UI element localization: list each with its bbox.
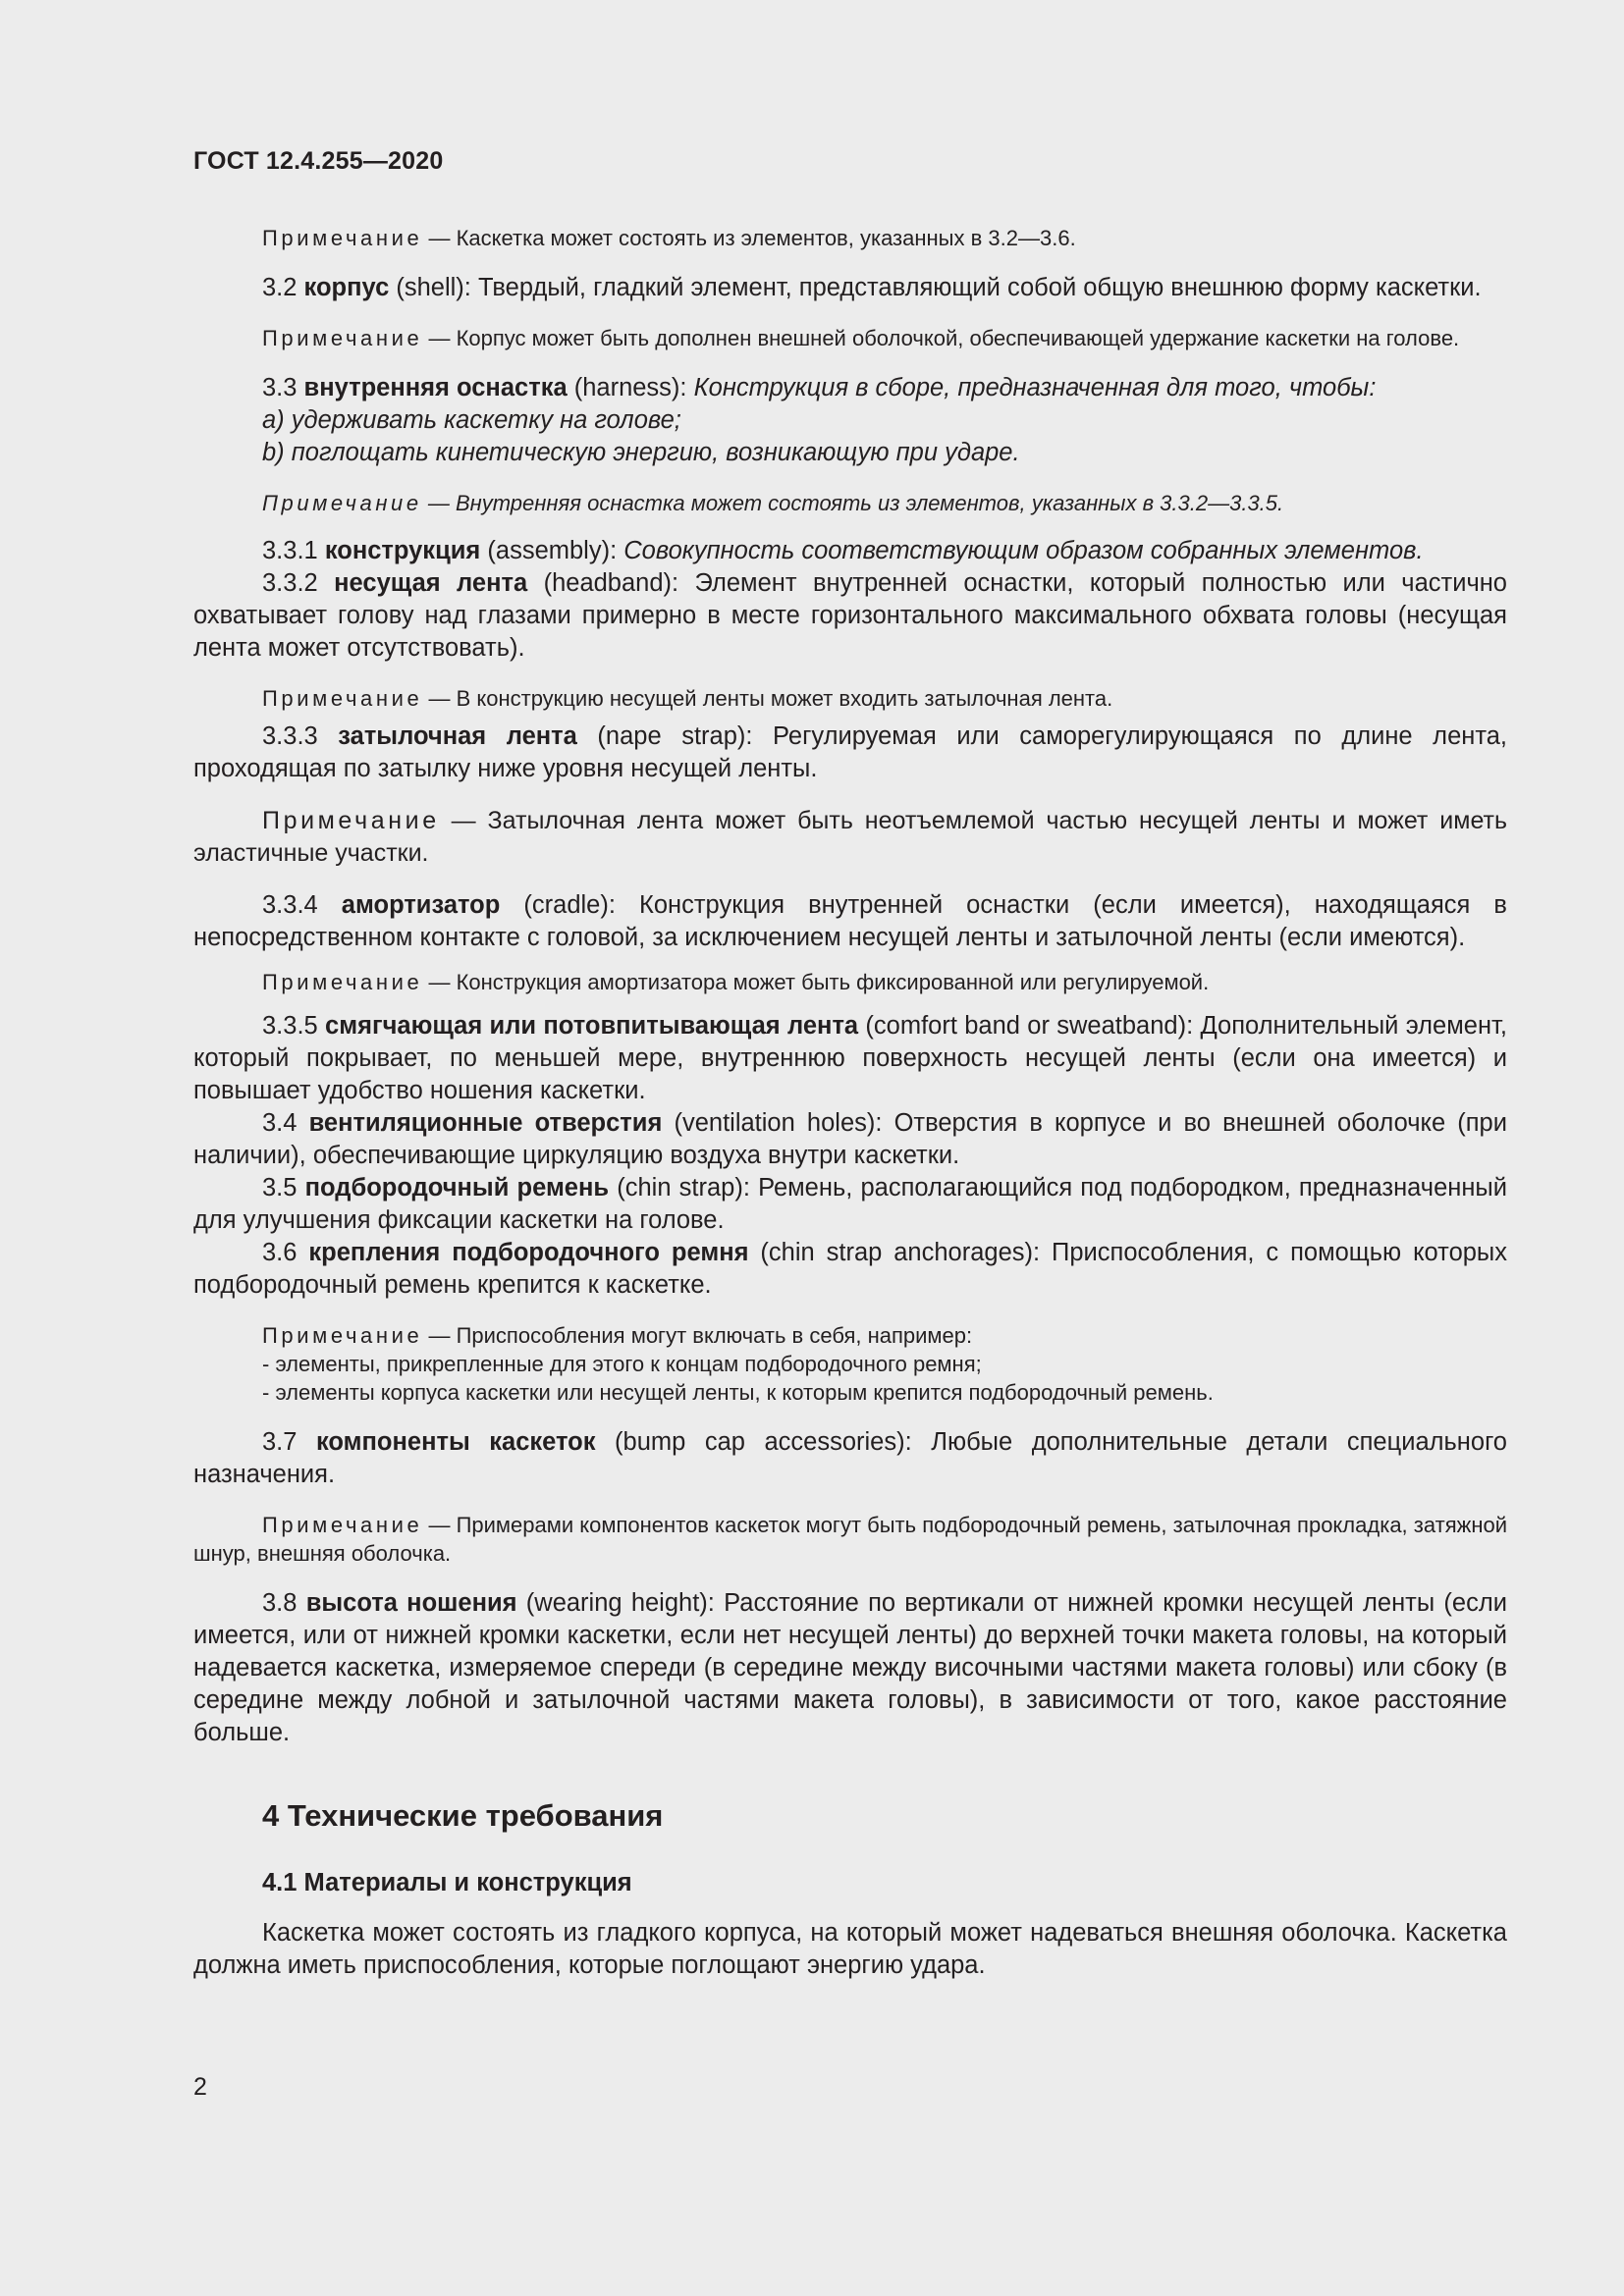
term-3-5: 3.5 подбородочный ремень (chin strap): Ремень, располагающийся под подбородком, предназначенный для улучшения фиксации каскетки на голове. xyxy=(193,1174,1507,1234)
note: Примечание — Корпус может быть дополнен внешней оболочкой, обеспечивающей удержание каскетки на голове. xyxy=(262,326,1460,350)
paragraph-4-1: Каскетка может состоять из гладкого корпуса, на который может надеваться внешняя оболочка. Каскетка должна иметь приспособления, которые поглощают энергию удара. xyxy=(193,1919,1507,1979)
term-3-7: 3.7 компоненты каскеток (bump cap accessories): Любые дополнительные детали специального назначения. xyxy=(193,1428,1507,1488)
term-3-3-3: 3.3.3 затылочная лента (nape strap): Регулируемая или саморегулирующаяся по длине лента, проходящая по затылку ниже уровня несущей ленты. xyxy=(193,722,1507,782)
document-body xyxy=(193,224,1507,1982)
note: Примечание — Примерами компонентов каскеток могут быть подбородочный ремень, затылочная прокладка, затяжной шнур, внешняя оболочка. xyxy=(193,1513,1508,1566)
note: Примечание — В конструкцию несущей ленты может входить затылочная лента. xyxy=(262,686,1113,711)
section-heading-4: 4 Технические требования xyxy=(262,1798,664,1833)
note-bullet: - элементы корпуса каскетки или несущей ленты, к которым крепится подбородочный ремень. xyxy=(262,1380,1214,1405)
subsection-heading-4-1: 4.1 Материалы и конструкция xyxy=(262,1869,632,1896)
term-3-3-5: 3.3.5 смягчающая или потовпитывающая лента (comfort band or sweatband): Дополнительный элемент, который покрывает, по меньшей мере, внутреннюю поверхность несущей ленты (если она имеется) и повышает удобство ношения каскетки. xyxy=(193,1012,1507,1104)
term-3-3-item-b: b) поглощать кинетическую энергию, возникающую при ударе. xyxy=(262,439,1020,466)
note: Примечание — Затылочная лента может быть неотъемлемой частью несущей ленты и может иметь эластичные участки. xyxy=(193,807,1507,867)
note: Примечание — Конструкция амортизатора может быть фиксированной или регулируемой. xyxy=(262,970,1210,994)
note: Примечание — Приспособления могут включать в себя, например: xyxy=(262,1323,973,1348)
page-number: 2 xyxy=(193,2073,207,2101)
term-3-3-4: 3.3.4 амортизатор (cradle): Конструкция внутренней оснастки (если имеется), находящаяся в непосредственном контакте с головой, за исключением несущей ленты и затылочной ленты (если имеются). xyxy=(193,891,1507,951)
document-header: ГОСТ 12.4.255—2020 xyxy=(193,147,444,175)
term-3-6: 3.6 крепления подбородочного ремня (chin strap anchorages): Приспособления, с помощью которых подбородочный ремень крепится к каскетке. xyxy=(193,1239,1508,1299)
note: Примечание — Внутренняя оснастка может состоять из элементов, указанных в 3.3.2—3.3.5. xyxy=(262,491,1284,515)
term-3-3-1: 3.3.1 конструкция (assembly): Совокупность соответствующим образом собранных элементов. xyxy=(262,537,1424,564)
note: Примечание — Каскетка может состоять из элементов, указанных в 3.2—3.6. xyxy=(262,226,1076,250)
term-3-4: 3.4 вентиляционные отверстия (ventilation holes): Отверстия в корпусе и во внешней оболочке (при наличии), обеспечивающие циркуляцию воздуха внутри каскетки. xyxy=(193,1109,1507,1169)
term-3-3-item-a: a) удерживать каскетку на голове; xyxy=(262,406,681,434)
term-3-3-2: 3.3.2 несущая лента (headband): Элемент внутренней оснастки, который полностью или частично охватывает голову над глазами примерно в месте горизонтального максимального обхвата головы (несущая лента может отсутствовать). xyxy=(193,569,1507,662)
term-3-3: 3.3 внутренняя оснастка (harness): Конструкция в сборе, предназначенная для того, чтобы: xyxy=(262,374,1377,401)
note-bullet: - элементы, прикрепленные для этого к концам подбородочного ремня; xyxy=(262,1352,982,1376)
note-label: Примечание xyxy=(262,226,423,250)
term-3-2: 3.2 корпус (shell): Твердый, гладкий элемент, представляющий собой общую внешнюю форму каскетки. xyxy=(262,274,1482,301)
term-3-8: 3.8 высота ношения (wearing height): Расстояние по вертикали от нижней кромки несущей ленты (если имеется, или от нижней кромки каскетки, если нет несущей ленты) до верхней точки макета головы, на который надевается каскетка, измеряемое спереди (в середине между височными частями макета головы) или сбоку (в середине между лобной и затылочной частями макета головы), в зависимости от того, какое расстояние больше. xyxy=(193,1589,1507,1746)
